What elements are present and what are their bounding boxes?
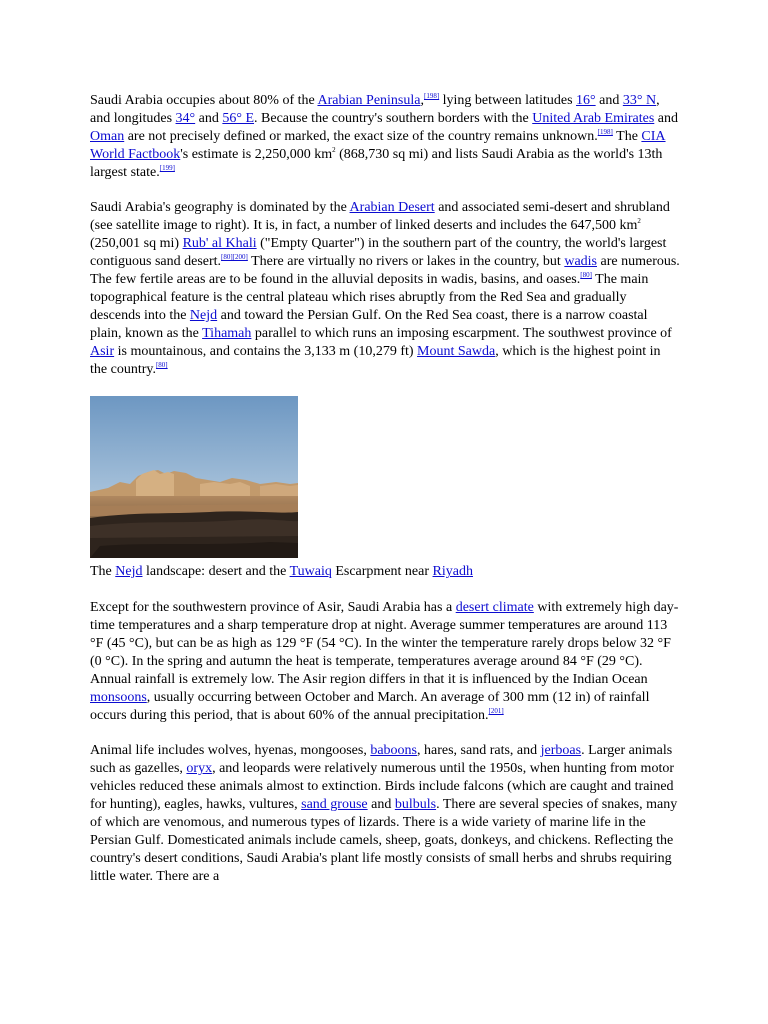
paragraph-climate — [90, 599, 680, 724]
text: with extremely high day-time temperatures and a sharp temperature drop at night. Average summer temperatures are around 113 °F (45 °C), but can be as high as 129 °F (54 °C). In the winter the temperature rarely drops below 32 °F (0 °C). In the spring and autumn the heat is temperate, temperatures average around 84 °F (29 °C). Annual rainfall is extremely low. The Asir region differs in that it is influenced by the Indian Ocean — [90, 600, 679, 687]
paragraph-area — [90, 92, 680, 182]
citation-198[interactable]: [198] — [423, 92, 440, 100]
link-cia-world-factbook[interactable]: CIA World Factbook — [90, 128, 666, 162]
link-latitude-33n[interactable]: 33° N — [622, 93, 657, 108]
document-page — [90, 92, 680, 904]
image-caption — [90, 563, 680, 581]
text: is mountainous, and contains the 3,133 m (10,279 ft) — [114, 343, 418, 359]
link-tuwaiq[interactable]: Tuwaiq — [289, 564, 332, 580]
link-baboons[interactable]: baboons — [370, 743, 418, 759]
text: (868,730 sq mi) and lists Saudi Arabia as the world's 13th largest state. — [90, 146, 663, 180]
link-bulbuls[interactable]: bulbuls — [394, 797, 437, 813]
text: . Because the country's southern borders with the — [254, 110, 533, 126]
citation-199[interactable]: [199] — [159, 163, 175, 172]
text: lying between latitudes — [439, 93, 577, 108]
text: Except for the southwestern province of Asir, Saudi Arabia has a — [90, 600, 456, 616]
link-united-arab-emirates[interactable]: United Arab Emirates — [532, 110, 655, 126]
link-wadis[interactable]: wadis — [564, 254, 597, 270]
link-longitude-34[interactable]: 34° — [175, 110, 196, 126]
text: Saudi Arabia's geography is dominated by the — [90, 200, 350, 216]
link-oryx[interactable]: oryx — [186, 761, 213, 777]
link-asir[interactable]: Asir — [90, 343, 115, 359]
text: There are virtually no rivers or lakes in the country, but — [247, 254, 565, 270]
link-tihamah[interactable]: Tihamah — [202, 325, 252, 341]
text: Animal life includes wolves, hyenas, mongooses, — [90, 743, 371, 759]
link-monsoons[interactable]: monsoons — [90, 689, 147, 705]
citation-80[interactable]: [80] — [580, 271, 592, 280]
link-longitude-56e[interactable]: 56° E — [222, 110, 255, 126]
text: , which is the highest point in the country. — [90, 343, 661, 377]
text: , and longitudes — [90, 93, 660, 126]
link-desert-climate[interactable]: desert climate — [455, 600, 534, 616]
citation-201[interactable]: [201] — [488, 706, 504, 715]
text: and — [654, 110, 679, 126]
citation-198b[interactable]: [198] — [597, 127, 613, 136]
text: and associated semi-desert and shrubland (see satellite image to right). It is, in fact, a number of linked deserts and includes the 647,500 km — [90, 200, 670, 234]
text: The main topographical feature is the central plateau which rises abruptly from the Red Sea and gradually descends into the — [90, 272, 649, 323]
link-nejd[interactable]: Nejd — [189, 307, 218, 323]
link-mount-sawda[interactable]: Mount Sawda — [417, 343, 496, 359]
link-riyadh[interactable]: Riyadh — [432, 564, 473, 580]
text: 's estimate is 2,250,000 km — [180, 146, 333, 162]
text: are not precisely defined or marked, the exact size of the country remains unknown. — [124, 128, 598, 144]
link-jerboas[interactable]: jerboas — [540, 743, 582, 759]
text: are numerous. The few fertile areas are to be found in the alluvial deposits in wadis, basins, and oases. — [90, 254, 680, 288]
citation-80-200[interactable]: [80][200] — [221, 253, 248, 262]
text: and — [367, 797, 395, 813]
text: , hares, sand rats, and — [417, 743, 541, 759]
text: Escarpment near — [331, 564, 433, 580]
text: parallel to which runs an imposing escarpment. The southwest province of — [251, 325, 672, 341]
text: , and leopards were relatively numerous until the 1950s, when hunting from motor vehicles reduced these animals almost to extinction. Birds include falcons (which are caught and trained for hunting), eagles, hawks, vultures, — [90, 761, 674, 813]
link-arabian-peninsula[interactable]: Arabian Peninsula — [317, 93, 421, 108]
link-arabian-desert[interactable]: Arabian Desert — [349, 200, 435, 216]
superscript-2: 2 — [332, 145, 336, 154]
paragraph-geography — [90, 199, 680, 378]
text: , — [420, 93, 424, 108]
landscape-photo — [90, 396, 298, 558]
text: ("Empty Quarter") in the southern part of the country, the world's largest contiguous sand desert. — [90, 236, 667, 270]
text: and — [595, 93, 623, 108]
text: (250,001 sq mi) — [90, 236, 183, 252]
link-nejd-caption[interactable]: Nejd — [115, 564, 143, 580]
link-rub-al-khali[interactable]: Rub' al Khali — [182, 236, 257, 252]
link-oman[interactable]: Oman — [90, 128, 125, 144]
nejd-landscape-image — [90, 396, 298, 558]
paragraph-wildlife — [90, 742, 680, 885]
text: . There are several species of snakes, many of which are venomous, and numerous types of lizards. There is a wide variety of marine life in the Persian Gulf. Domesticated animals include camels, sheep, goats, donkeys, and chickens. Reflecting the country's desert conditions, Saudi Arabia's plant life mostly consists of small herbs and shrubs requiring little water. There are a — [90, 797, 678, 884]
superscript-2: 2 — [637, 217, 641, 226]
text: The — [612, 128, 642, 144]
link-sand-grouse[interactable]: sand grouse — [301, 797, 368, 813]
text: and toward the Persian Gulf. On the Red Sea coast, there is a narrow coastal plain, known as the — [90, 307, 648, 341]
text: Saudi Arabia occupies about 80% of the — [90, 93, 318, 108]
text: and — [195, 110, 223, 126]
text: . Larger animals such as gazelles, — [90, 743, 673, 777]
citation-80b[interactable]: [80] — [155, 360, 168, 369]
text: , usually occurring between October and March. An average of 300 mm (12 in) of rainfall occurs during this period, that is about 60% of the annual precipitation. — [90, 689, 650, 723]
text: The — [90, 564, 116, 580]
text: landscape: desert and the — [142, 564, 290, 580]
link-latitude-16[interactable]: 16° — [576, 93, 596, 108]
